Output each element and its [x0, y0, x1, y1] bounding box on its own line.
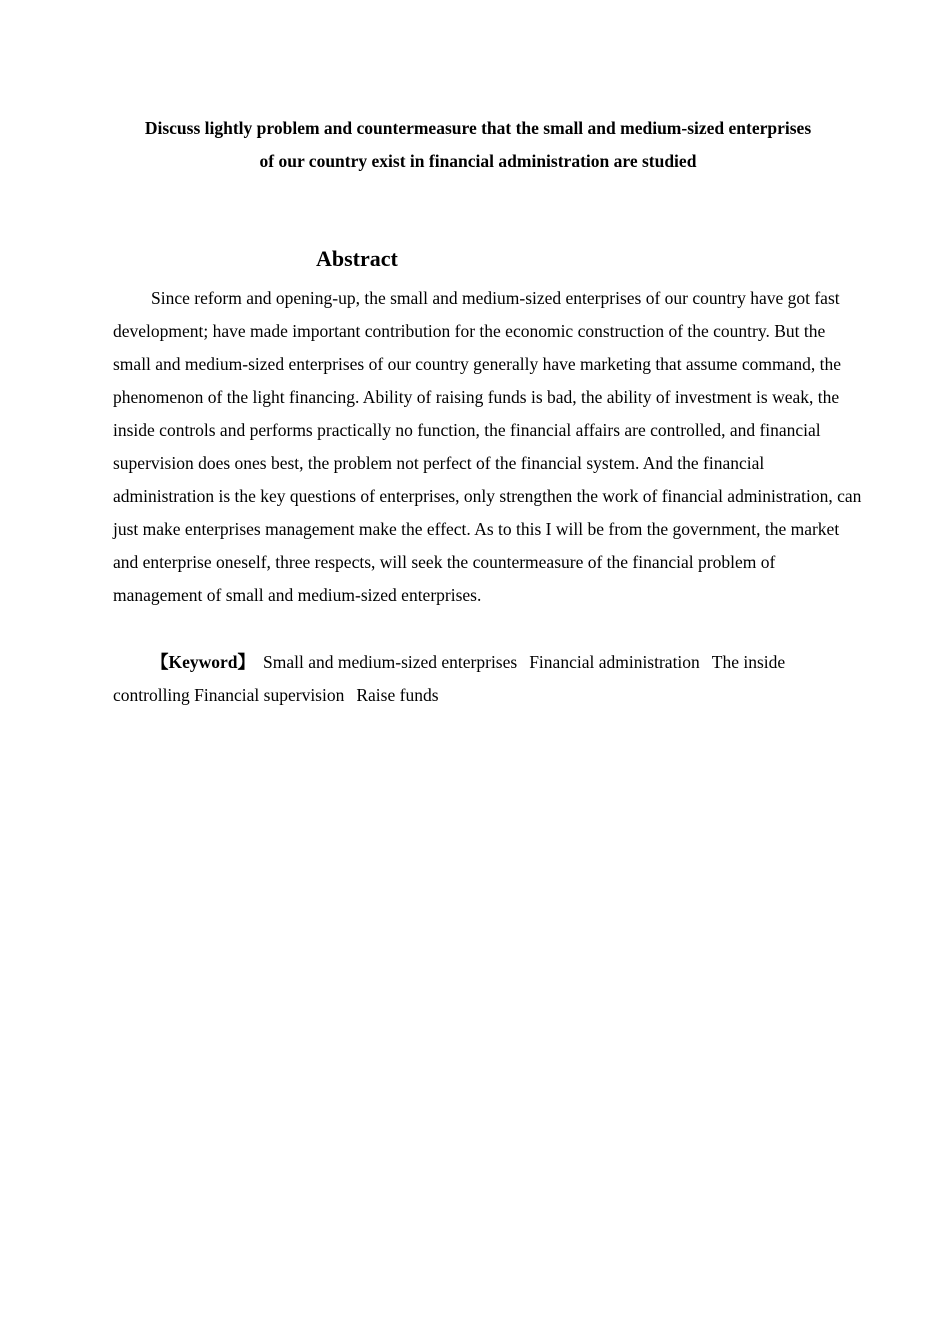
abstract-paragraph: Since reform and opening-up, the small and medium-sized enterprises of our country have got fast development; have made important contribution for the economic construction of the country. But the small and medium-sized enterprises of our country generally have marketing that assume command, the phenomenon of the light financing. Ability of raising funds is bad, the ability of investment is weak, the inside controls and performs practically no function, the financial affairs are controlled, and financial supervision does ones best, the problem not perfect of the financial system. And the financial administration is the key questions of enterprises, only strengthen the work of financial administration, can just make enterprises management make the effect. As to this I will be from the government, the market and enterprise oneself, three respects, will seek the countermeasure of the financial problem of management of small and medium-sized enterprises.: [113, 288, 862, 605]
keyword-item: Raise funds: [356, 685, 439, 705]
keyword-item: Small and medium-sized enterprises: [263, 652, 518, 672]
keywords-paragraph: [113, 646, 863, 712]
title-line-1: Discuss lightly problem and countermeasure that the small and medium-sized enterprises: [144, 118, 812, 138]
keyword-item: The inside controlling Financial supervision: [113, 652, 786, 705]
page-title: [112, 112, 844, 178]
abstract-heading: Abstract: [316, 246, 398, 271]
keywords-label: 【Keyword】: [151, 652, 256, 672]
title-line-2: of our country exist in financial administration are studied: [259, 151, 697, 171]
keyword-item: Financial administration: [529, 652, 700, 672]
